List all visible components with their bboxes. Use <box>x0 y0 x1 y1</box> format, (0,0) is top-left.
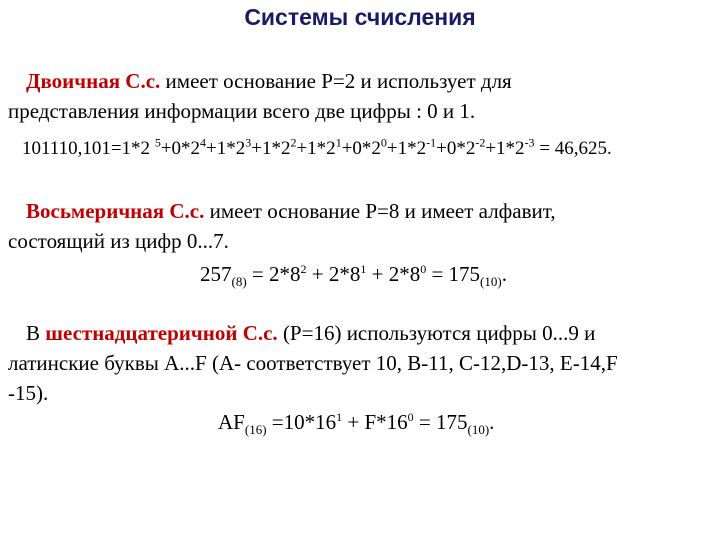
octal-exp-1: 2 <box>300 262 307 276</box>
binary-term-text: = 46,625. <box>534 138 612 159</box>
octal-formula <box>200 262 507 290</box>
binary-exp: 4 <box>200 135 207 150</box>
hex-number: AF <box>218 410 245 434</box>
hex-result-base: (10) <box>467 422 490 438</box>
octal-term-1: = 2*8 <box>246 262 301 286</box>
octal-line-2: состоящий из цифр 0...7. <box>8 229 229 253</box>
octal-line-1 <box>8 196 714 226</box>
hex-period: . <box>489 410 495 434</box>
octal-period: . <box>501 262 507 286</box>
binary-term: Двоичная С.с. <box>26 69 161 93</box>
binary-term-text: +0*2 <box>341 138 381 159</box>
octal-term-3: + 2*8 <box>366 262 421 286</box>
binary-exp: 5 <box>154 135 161 150</box>
octal-term-2: + 2*8 <box>306 262 361 286</box>
hex-result: = 175 <box>413 410 468 434</box>
binary-example <box>22 135 612 160</box>
binary-term-text: +1*2 <box>485 138 525 159</box>
hex-formula <box>218 410 495 438</box>
hex-exp-1: 1 <box>336 410 343 424</box>
binary-term-text: +0*2 <box>160 138 201 159</box>
hex-line-3: -15). <box>8 381 49 405</box>
hex-term-2: + F*16 <box>342 410 408 434</box>
binary-term-text: +1*2 <box>206 138 246 159</box>
binary-exp: -3 <box>524 135 535 150</box>
octal-desc: имеет основание Р=8 и имеет алфавит, <box>204 199 556 223</box>
hex-base: (16) <box>244 422 267 438</box>
hex-line-1 <box>8 318 714 348</box>
hex-term: шестнадцатеричной С.с. <box>45 321 278 345</box>
binary-example-lhs: 101110,101=1*2 <box>22 138 151 159</box>
binary-exp: -2 <box>475 135 486 150</box>
binary-term-text: +0*2 <box>436 138 476 159</box>
hex-exp-2: 0 <box>407 410 414 424</box>
binary-term-text: +1*2 <box>296 138 336 159</box>
binary-exp: -1 <box>426 135 437 150</box>
binary-exp: 3 <box>245 135 252 150</box>
octal-base: (8) <box>231 274 247 290</box>
binary-exp: 0 <box>380 135 387 150</box>
slide-title: Системы счисления <box>244 4 476 30</box>
binary-term-text: +1*2 <box>386 138 427 159</box>
binary-exp: 1 <box>335 135 342 150</box>
binary-desc: имеет основание Р=2 и использует для <box>160 69 512 93</box>
binary-line-2: представления информации всего две цифры : 0 и 1. <box>8 99 476 123</box>
hex-term-1: =10*16 <box>266 410 337 434</box>
octal-exp-2: 1 <box>360 262 367 276</box>
octal-term: Восьмеричная С.с. <box>26 199 205 223</box>
octal-exp-3: 0 <box>420 262 427 276</box>
hex-prefix: В <box>26 321 46 345</box>
hex-line-2: латинские буквы А...F (А- соответствует 10, В-11, С-12,D-13, Е-14,F <box>8 351 618 375</box>
binary-term-text: +1*2 <box>251 138 291 159</box>
octal-result: = 175 <box>426 262 481 286</box>
octal-number: 257 <box>200 262 232 286</box>
binary-line-1 <box>8 66 714 96</box>
octal-result-base: (10) <box>480 274 502 290</box>
hex-desc: (Р=16) используются цифры 0...9 и <box>277 321 596 345</box>
binary-exp: 2 <box>290 135 297 150</box>
